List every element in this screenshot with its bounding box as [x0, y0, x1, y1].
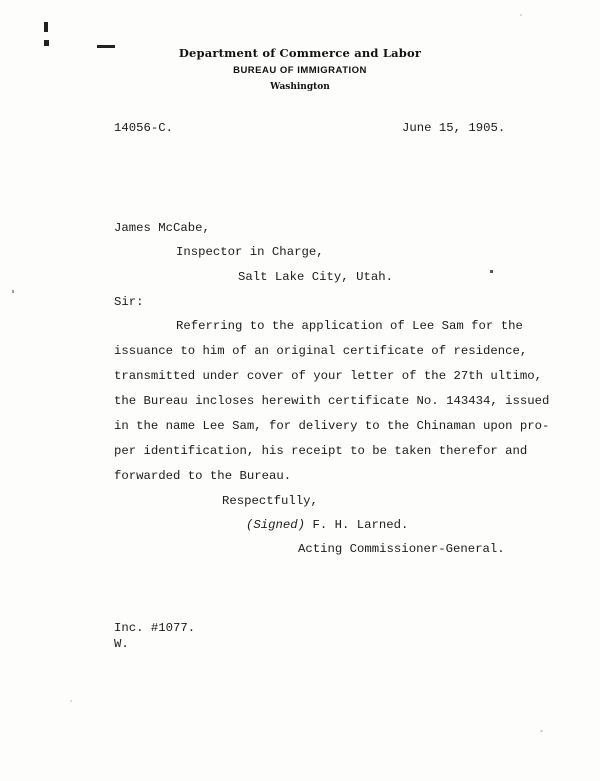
addressee-title: Inspector in Charge,: [176, 245, 324, 259]
letter-date: June 15, 1905.: [402, 121, 506, 135]
scan-speck: [540, 730, 543, 732]
body-line: in the name Lee Sam, for delivery to the Chinaman upon pro-: [114, 419, 550, 433]
scan-mark: [44, 40, 49, 46]
letterhead-bureau: BUREAU OF IMMIGRATION: [233, 65, 367, 76]
body-line: transmitted under cover of your letter of the 27th ultimo,: [114, 369, 543, 383]
scan-mark: [490, 270, 493, 273]
scan-speck: [70, 700, 72, 702]
signer-title: Acting Commissioner-General.: [298, 542, 505, 556]
body-line: forwarded to the Bureau.: [114, 469, 292, 483]
salutation: Sir:: [114, 295, 144, 309]
file-number: 14056-C.: [114, 121, 174, 135]
body-line: Referring to the application of Lee Sam for the: [176, 319, 523, 333]
addressee-location: Salt Lake City, Utah.: [238, 270, 393, 284]
typist-initial: W.: [114, 637, 129, 651]
scan-mark: [44, 22, 48, 32]
scan-mark: [97, 45, 115, 48]
scan-mark: [12, 290, 14, 293]
body-line: issuance to him of an original certificate of residence,: [114, 344, 528, 358]
signed-prefix: (Signed): [246, 518, 306, 532]
enclosure-number: Inc. #1077.: [114, 621, 196, 635]
letterhead-city: Washington: [270, 82, 330, 92]
signature-line: [246, 517, 408, 533]
addressee-name: James McCabe,: [114, 221, 210, 235]
complimentary-close: Respectfully,: [222, 494, 318, 508]
body-line: the Bureau incloses herewith certificate No. 143434, issued: [114, 394, 550, 408]
scan-speck: [520, 14, 522, 16]
letterhead-department: Department of Commerce and Labor: [178, 46, 422, 60]
body-line: per identification, his receipt to be taken therefor and: [114, 444, 528, 458]
signer-name: F. H. Larned.: [312, 518, 409, 532]
